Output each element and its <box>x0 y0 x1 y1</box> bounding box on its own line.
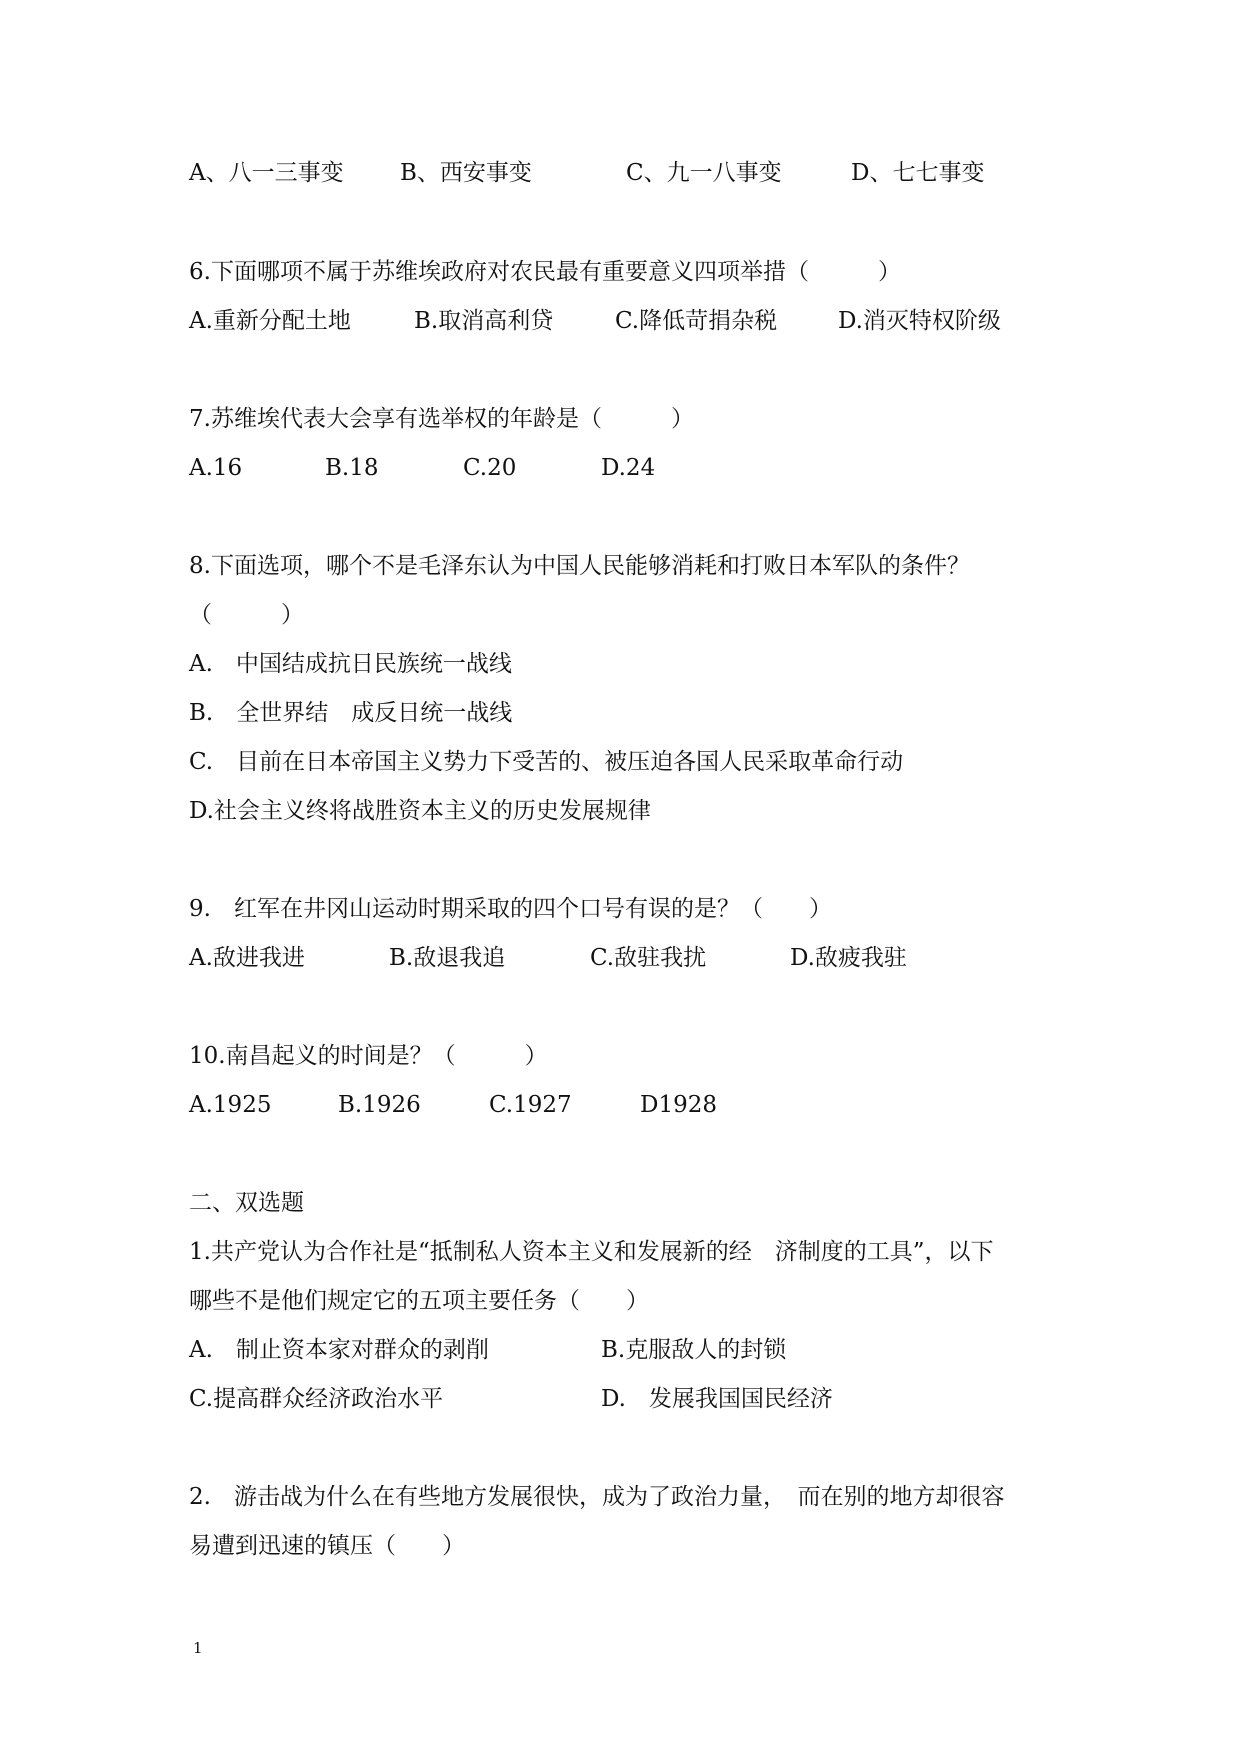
question-6-option-c: C.降低苛捐杂税 <box>615 308 778 334</box>
section2-question-1-option-b: B.克服敌人的封锁 <box>601 1337 787 1363</box>
question-7-option-b: B.18 <box>325 455 379 481</box>
page-number: 1 <box>193 1639 203 1657</box>
question-9-stem: 9. 红军在井冈山运动时期采取的四个口号有误的是？（ ） <box>189 896 832 922</box>
question-6-option-b: B.取消高利贷 <box>414 308 554 334</box>
question-6-stem: 6.下面哪项不属于苏维埃政府对农民最有重要意义四项举措（ ） <box>189 259 901 285</box>
option-b: B、西安事变 <box>400 160 532 186</box>
question-7-option-a: A.16 <box>189 455 243 481</box>
section2-question-1-option-c: C.提高群众经济政治水平 <box>189 1386 444 1412</box>
section-heading: 二、双选题 <box>189 1190 304 1216</box>
question-7-option-d: D.24 <box>601 455 656 481</box>
question-6-option-a: A.重新分配土地 <box>189 308 351 334</box>
section2-question-1-stem-line1: 1.共产党认为合作社是“抵制私人资本主义和发展新的经 济制度的工具”，以下 <box>189 1239 994 1265</box>
section2-question-1-option-a: A. 制止资本家对群众的剥削 <box>189 1337 489 1363</box>
question-9-option-a: A.敌进我进 <box>189 945 305 971</box>
question-9-option-c: C.敌驻我扰 <box>590 945 707 971</box>
question-8-stem-line2: （ ） <box>189 602 304 628</box>
section2-question-1-stem-line2: 哪些不是他们规定它的五项主要任务（ ） <box>189 1288 649 1314</box>
question-10-option-c: C.1927 <box>489 1092 572 1118</box>
section2-question-2-stem-line2: 易遭到迅速的镇压（ ） <box>189 1533 465 1559</box>
question-8-option-c: C. 目前在日本帝国主义势力下受苦的、被压迫各国人民采取革命行动 <box>189 749 904 775</box>
section2-question-2-stem-line1: 2. 游击战为什么在有些地方发展很快，成为了政治力量， 而在别的地方却很容 <box>189 1484 1005 1510</box>
section2-question-1-option-d: D. 发展我国国民经济 <box>601 1386 833 1412</box>
question-7-option-c: C.20 <box>463 455 517 481</box>
question-9-option-b: B.敌退我追 <box>389 945 506 971</box>
question-8-option-d: D.社会主义终将战胜资本主义的历史发展规律 <box>189 798 651 824</box>
question-10-option-d: D1928 <box>640 1092 717 1118</box>
question-8-option-a: A. 中国结成抗日民族统一战线 <box>189 651 512 677</box>
question-9-option-d: D.敌疲我驻 <box>790 945 907 971</box>
option-a: A、八一三事变 <box>189 160 344 186</box>
question-7-stem: 7.苏维埃代表大会享有选举权的年龄是（ ） <box>189 406 694 432</box>
question-6-option-d: D.消灭特权阶级 <box>838 308 1001 334</box>
question-10-stem: 10.南昌起义的时间是？（ ） <box>189 1043 548 1069</box>
option-d: D、七七事变 <box>851 160 985 186</box>
question-8-option-b: B. 全世界结 成反日统一战线 <box>189 700 513 726</box>
question-10-option-b: B.1926 <box>338 1092 421 1118</box>
question-10-option-a: A.1925 <box>189 1092 272 1118</box>
question-8-stem-line1: 8.下面选项，哪个不是毛泽东认为中国人民能够消耗和打败日本军队的条件？ <box>189 553 970 579</box>
option-c: C、九一八事变 <box>626 160 782 186</box>
